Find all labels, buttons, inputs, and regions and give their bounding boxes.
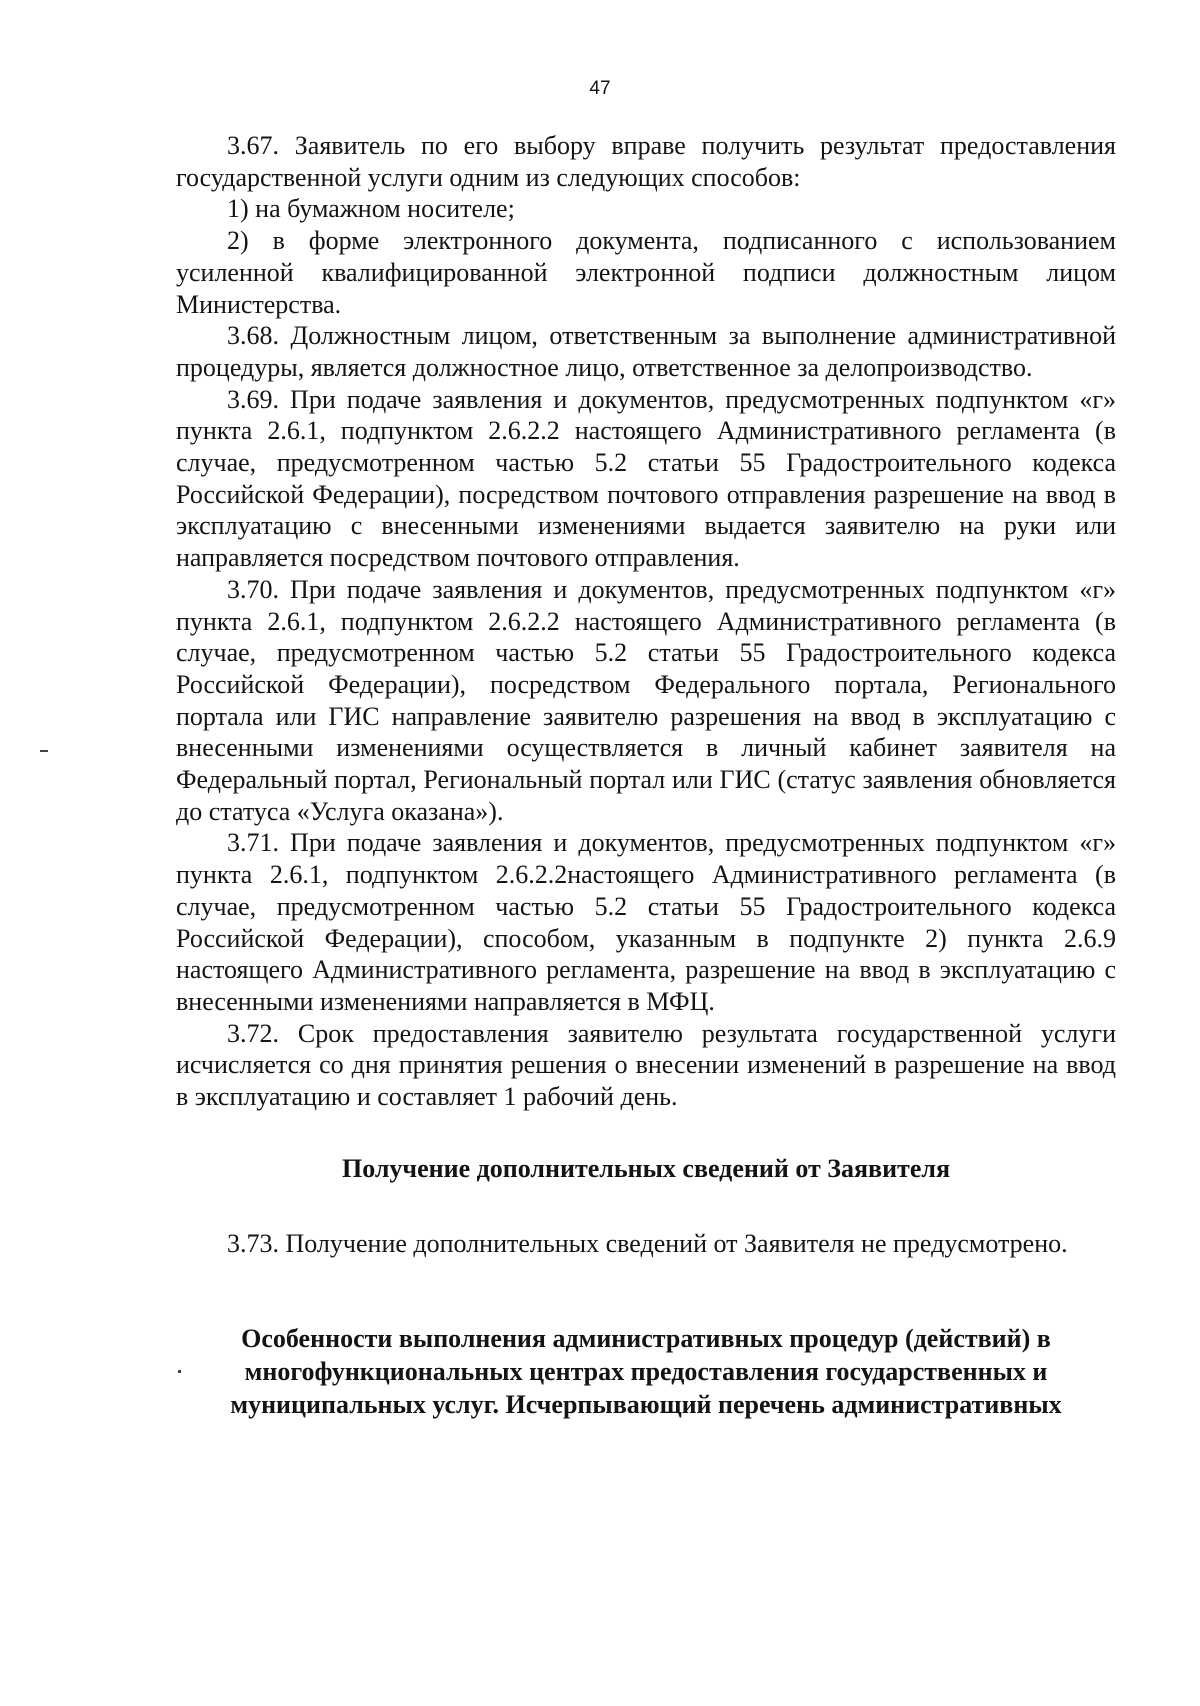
paragraph-3-73: 3.73. Получение дополнительных сведений от Заявителя не предусмотрено. — [227, 1228, 1068, 1258]
scan-artifact-mark — [40, 750, 48, 752]
document-body — [176, 130, 1116, 1421]
paragraph-3-70: 3.70. При подаче заявления и документов, предусмотренных подпунктом «г» пункта 2.6.1, подпунктом 2.6.2.2 настоящего Административного регламента (в случае, предусмотренном частью 5.2 статьи 55 Градостроительного кодекса Российской Федерации), посредством Федерального портала, Регионального портала или ГИС направление заявителю разрешения на ввод в эксплуатацию с внесенными изменениями осуществляется в личный кабинет заявителя на Федеральный портал, Региональный портал или ГИС (статус заявления обновляется до статуса «Услуга оказана»). — [176, 574, 1116, 826]
paragraph-3-69: 3.69. При подаче заявления и документов, предусмотренных подпунктом «г» пункта 2.6.1, подпунктом 2.6.2.2 настоящего Административного регламента (в случае, предусмотренном частью 5.2 статьи 55 Градостроительного кодекса Российской Федерации), посредством почтового отправления разрешение на ввод в эксплуатацию с внесенными изменениями выдается заявителю на руки или направляется посредством почтового отправления. — [176, 384, 1116, 573]
paragraph-3-67: 3.67. Заявитель по его выбору вправе получить результат предоставления государственной услуги одним из следующих способов: — [176, 131, 1116, 192]
page-number: 47 — [589, 78, 611, 99]
paragraph-3-72: 3.72. Срок предоставления заявителю результата государственной услуги исчисляется со дня принятия решения о внесении изменений в разрешение на ввод в эксплуатацию и составляет 1 рабочий день. — [176, 1018, 1116, 1112]
scan-artifact-dot — [178, 1370, 181, 1373]
list-item-electronic: 2) в форме электронного документа, подписанного с использованием усиленной квалифицированной электронной подписи должностным лицом Министерства. — [176, 226, 1116, 319]
list-item-paper: 1) на бумажном носителе; — [227, 194, 515, 224]
section-heading-mfc-features: Особенности выполнения административных процедур (действий) в многофункциональных центрах предоставления государственных и муниципальных услуг. Исчерпывающий перечень административных — [230, 1323, 1062, 1419]
paragraph-3-68: 3.68. Должностным лицом, ответственным за выполнение административной процедуры, является должностное лицо, ответственное за делопроизводство. — [176, 321, 1116, 382]
section-heading-additional-info: Получение дополнительных сведений от Заявителя — [341, 1153, 951, 1183]
paragraph-3-71: 3.71. При подаче заявления и документов, предусмотренных подпунктом «г» пункта 2.6.1, подпунктом 2.6.2.2настоящего Административного регламента (в случае, предусмотренном частью 5.2 статьи 55 Градостроительного кодекса Российской Федерации), способом, указанным в подпункте 2) пункта 2.6.9 настоящего Административного регламента, разрешение на ввод в эксплуатацию с внесенными изменениями направляется в МФЦ. — [176, 828, 1116, 1016]
